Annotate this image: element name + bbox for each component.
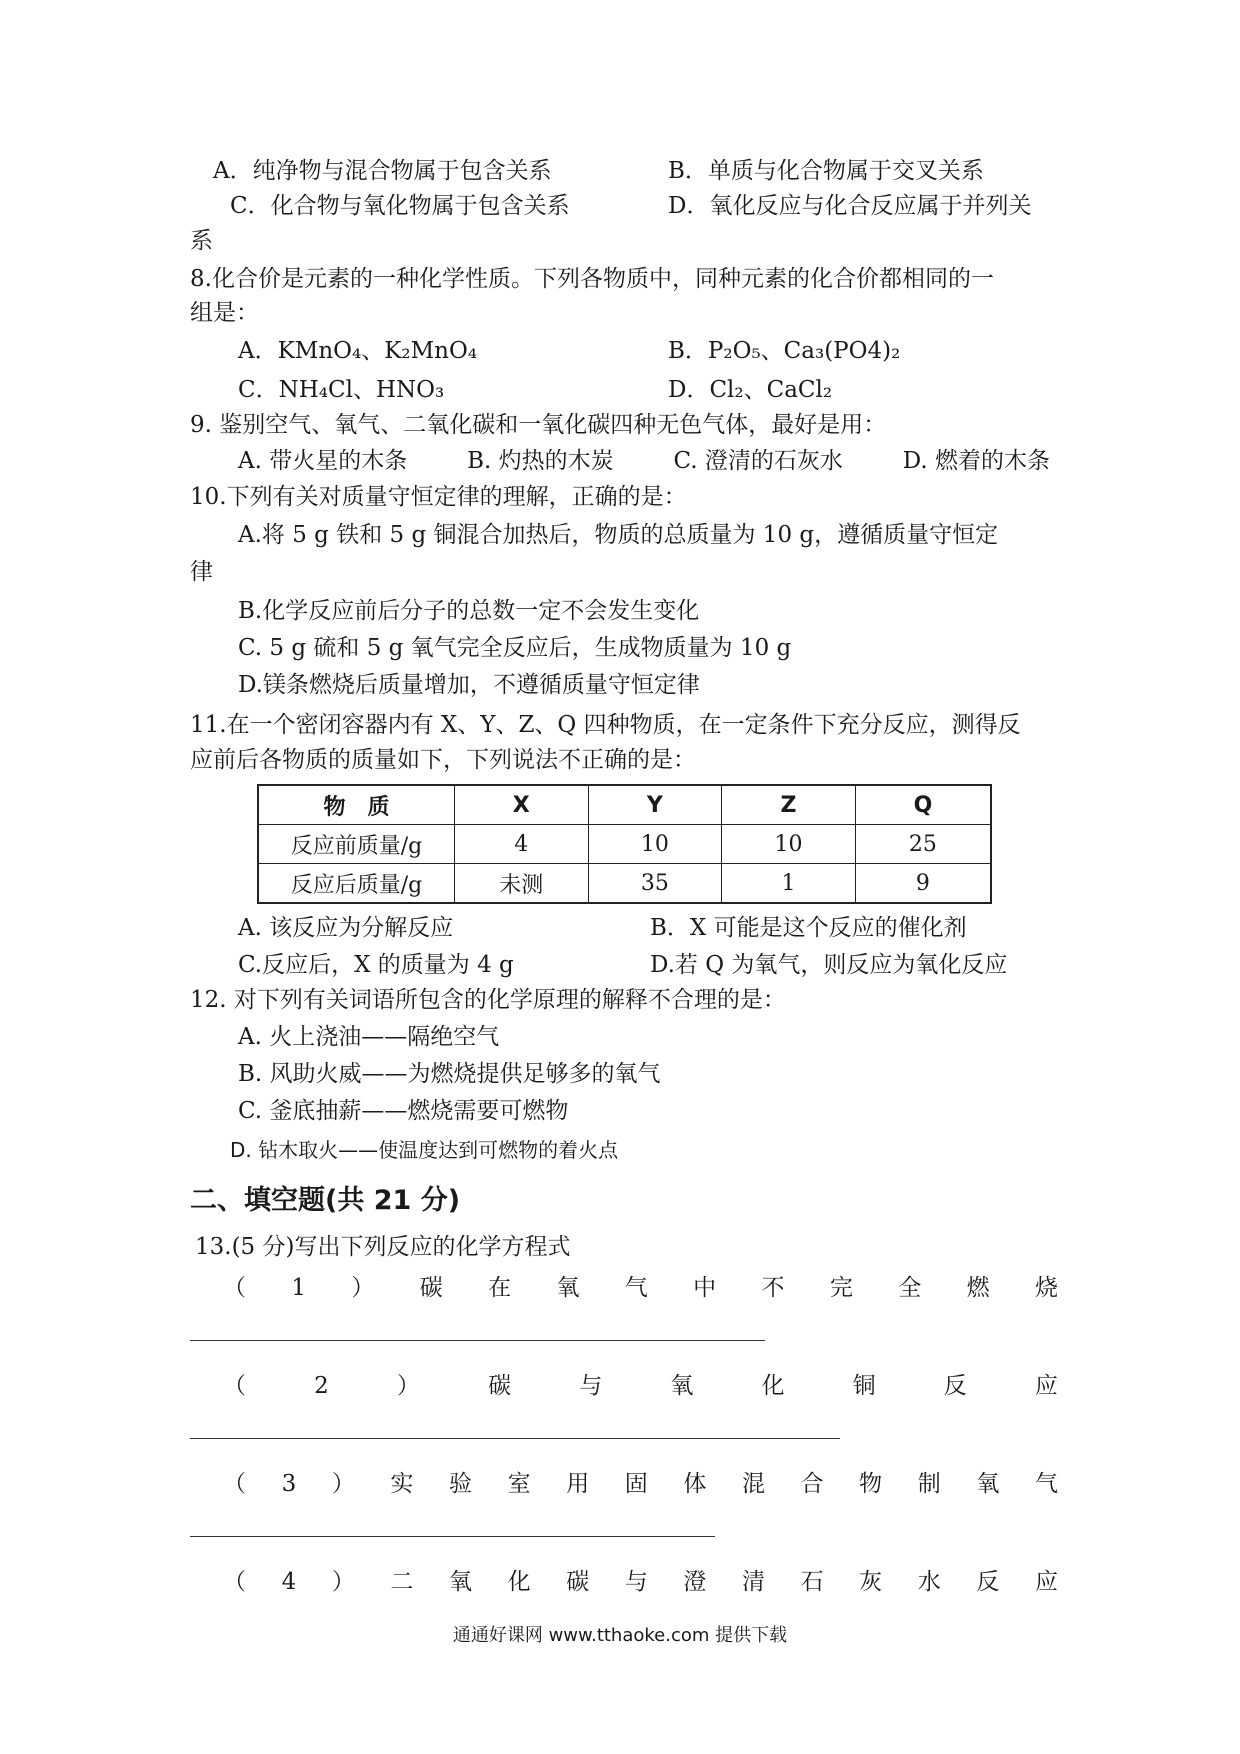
q13-stem: 13.(5 分)写出下列反应的化学方程式 bbox=[195, 1234, 571, 1260]
q13-item-1-char: 1 bbox=[291, 1275, 306, 1301]
q11-stem-line1: 11.在一个密闭容器内有 X、Y、Z、Q 四种物质，在一定条件下充分反应，测得反 bbox=[190, 712, 1021, 738]
q12-option-d: D. 钻木取火——使温度达到可燃物的着火点 bbox=[230, 1138, 619, 1162]
q13-item-3-char: 合 bbox=[800, 1471, 824, 1497]
table-cell: 9 bbox=[855, 864, 991, 904]
q13-item-3-char: 室 bbox=[507, 1471, 531, 1497]
q13-item-2 bbox=[223, 1371, 1058, 1401]
q7-option-c: C．化合物与氧化物属于包含关系 bbox=[230, 193, 570, 219]
q13-item-4-char: 石 bbox=[800, 1569, 824, 1595]
table-header-cell: X bbox=[454, 785, 588, 825]
q12-option-a: A. 火上浇油——隔绝空气 bbox=[238, 1024, 500, 1050]
q7-option-a: A．纯净物与混合物属于包含关系 bbox=[213, 158, 552, 184]
section-2-heading: 二、填空题(共 21 分) bbox=[190, 1185, 461, 1216]
q8-option-d: D．Cl₂、CaCl₂ bbox=[668, 377, 833, 403]
q13-item-4-char: 4 bbox=[281, 1569, 297, 1595]
q9-stem: 9. 鉴别空气、氧气、二氧化碳和一氧化碳四种无色气体，最好是用： bbox=[190, 412, 887, 438]
table-cell: 35 bbox=[588, 864, 722, 904]
q13-item-3-char: 氧 bbox=[976, 1471, 1000, 1497]
table-cell: 1 bbox=[722, 864, 856, 904]
q7-option-d-wrap: 系 bbox=[190, 228, 213, 254]
q13-item-4-char: 应 bbox=[1034, 1569, 1058, 1595]
q13-item-3-char: ） bbox=[331, 1471, 355, 1497]
q13-item-1-char: 气 bbox=[624, 1275, 648, 1301]
q13-item-1-char: 碳 bbox=[419, 1275, 443, 1301]
q13-item-3-char: 体 bbox=[683, 1471, 707, 1497]
q13-item-3-char: 实 bbox=[390, 1471, 414, 1497]
q13-item-2-char: 化 bbox=[761, 1373, 785, 1399]
q7-option-b: B．单质与化合物属于交叉关系 bbox=[668, 158, 984, 184]
q9-option-a: A. 带火星的木条 bbox=[238, 448, 408, 474]
q13-item-2-char: 反 bbox=[943, 1373, 967, 1399]
q13-item-4-char: 水 bbox=[917, 1569, 941, 1595]
q13-item-4-char: 澄 bbox=[683, 1569, 707, 1595]
q11-option-d: D.若 Q 为氧气，则反应为氧化反应 bbox=[650, 952, 1008, 978]
q13-item-1 bbox=[223, 1273, 1058, 1303]
q13-item-4-char: 反 bbox=[976, 1569, 1000, 1595]
q13-answer-blank-1[interactable] bbox=[190, 1340, 765, 1341]
q13-item-1-char: 氧 bbox=[556, 1275, 580, 1301]
q10-option-d: D.镁条燃烧后质量增加，不遵循质量守恒定律 bbox=[238, 672, 700, 698]
table-cell: 25 bbox=[855, 825, 991, 864]
table-cell: 10 bbox=[588, 825, 722, 864]
q13-item-3-char: 物 bbox=[859, 1471, 883, 1497]
q13-item-1-char: ） bbox=[351, 1275, 375, 1301]
q13-answer-blank-3[interactable] bbox=[190, 1536, 715, 1537]
q9-option-d: D. 燃着的木条 bbox=[902, 448, 1050, 474]
q13-item-4-char: 清 bbox=[741, 1569, 765, 1595]
q8-option-a: A．KMnO₄、K₂MnO₄ bbox=[238, 338, 478, 364]
q11-option-b: B．X 可能是这个反应的催化剂 bbox=[650, 915, 967, 941]
q13-item-1-char: 燃 bbox=[966, 1275, 990, 1301]
q13-item-1-char: 中 bbox=[693, 1275, 717, 1301]
q11-data-table bbox=[257, 784, 992, 904]
q10-option-a-line2: 律 bbox=[190, 559, 213, 585]
q13-item-4-char: 灰 bbox=[859, 1569, 883, 1595]
q13-answer-blank-2[interactable] bbox=[190, 1438, 840, 1439]
q13-item-1-char: 烧 bbox=[1034, 1275, 1058, 1301]
q13-item-4-char: 与 bbox=[624, 1569, 648, 1595]
q13-item-1-char: 在 bbox=[488, 1275, 512, 1301]
q10-option-a-line1: A.将 5 g 铁和 5 g 铜混合加热后，物质的总质量为 10 g，遵循质量守恒定 bbox=[238, 522, 999, 548]
q13-item-2-char: 碳 bbox=[488, 1373, 512, 1399]
q13-item-3 bbox=[223, 1469, 1058, 1499]
table-cell: 4 bbox=[454, 825, 588, 864]
q13-item-4-char: 碳 bbox=[566, 1569, 590, 1595]
q7-option-d: D．氧化反应与化合反应属于并列关 bbox=[668, 193, 1032, 219]
table-cell: 未测 bbox=[454, 864, 588, 904]
q11-option-a: A. 该反应为分解反应 bbox=[238, 915, 454, 941]
q13-item-2-char: 铜 bbox=[852, 1373, 876, 1399]
q8-option-b: B．P₂O₅、Ca₃(PO4)₂ bbox=[668, 338, 901, 364]
q13-item-4-char: ） bbox=[331, 1569, 355, 1595]
q10-option-c: C. 5 g 硫和 5 g 氧气完全反应后，生成物质量为 10 g bbox=[238, 635, 792, 661]
table-cell: 10 bbox=[722, 825, 856, 864]
q13-item-4-char: 化 bbox=[507, 1569, 531, 1595]
page-footer: 通通好课网 www.tthaoke.com 提供下载 bbox=[452, 1625, 788, 1646]
q13-item-2-char: 2 bbox=[314, 1373, 329, 1399]
q13-item-3-char: 混 bbox=[741, 1471, 765, 1497]
q11-stem-line2: 应前后各物质的质量如下，下列说法不正确的是： bbox=[190, 747, 696, 773]
q13-item-3-char: 固 bbox=[624, 1471, 648, 1497]
q13-item-2-char: 氧 bbox=[670, 1373, 694, 1399]
q8-option-c: C．NH₄Cl、HNO₃ bbox=[238, 377, 445, 403]
q13-item-2-char: （ bbox=[223, 1373, 246, 1399]
q13-item-3-char: 气 bbox=[1034, 1471, 1058, 1497]
q13-item-3-char: 制 bbox=[917, 1471, 941, 1497]
table-header-cell: Y bbox=[588, 785, 722, 825]
table-header-cell: Z bbox=[722, 785, 856, 825]
q13-item-1-char: （ bbox=[223, 1275, 246, 1301]
q8-stem-line1: 8.化合价是元素的一种化学性质。下列各物质中，同种元素的化合价都相同的一 bbox=[190, 266, 994, 292]
q13-item-1-char: 不 bbox=[761, 1275, 785, 1301]
table-cell: 反应前质量/g bbox=[258, 825, 454, 864]
q10-stem: 10.下列有关对质量守恒定律的理解，正确的是： bbox=[190, 484, 687, 510]
q13-item-3-char: （ bbox=[223, 1471, 246, 1497]
q13-item-2-char: 与 bbox=[579, 1373, 603, 1399]
table-header-cell: Q bbox=[855, 785, 991, 825]
q13-item-4-char: 氧 bbox=[449, 1569, 473, 1595]
q9-options-row bbox=[238, 446, 1050, 476]
q13-item-4 bbox=[223, 1567, 1058, 1597]
q13-item-1-char: 完 bbox=[829, 1275, 853, 1301]
table-header-cell: 物 质 bbox=[258, 785, 454, 825]
q13-item-3-char: 3 bbox=[281, 1471, 297, 1497]
q8-stem-line2: 组是： bbox=[190, 300, 259, 326]
q13-item-3-char: 验 bbox=[449, 1471, 473, 1497]
q9-option-b: B. 灼热的木炭 bbox=[467, 448, 614, 474]
q13-item-1-char: 全 bbox=[898, 1275, 922, 1301]
table-cell: 反应后质量/g bbox=[258, 864, 454, 904]
q10-option-b: B.化学反应前后分子的总数一定不会发生变化 bbox=[238, 598, 700, 624]
q12-stem: 12. 对下列有关词语所包含的化学原理的解释不合理的是： bbox=[190, 987, 786, 1013]
q13-item-3-char: 用 bbox=[566, 1471, 590, 1497]
q13-item-2-char: 应 bbox=[1034, 1373, 1058, 1399]
q13-item-4-char: 二 bbox=[390, 1569, 414, 1595]
q12-option-b: B. 风助火威——为燃烧提供足够多的氧气 bbox=[238, 1061, 661, 1087]
q13-item-2-char: ） bbox=[396, 1373, 420, 1399]
q11-option-c: C.反应后，X 的质量为 4 g bbox=[238, 952, 514, 978]
table-row bbox=[258, 825, 991, 864]
q12-option-c: C. 釜底抽薪——燃烧需要可燃物 bbox=[238, 1098, 569, 1124]
q13-item-4-char: （ bbox=[223, 1569, 246, 1595]
table-header-row bbox=[258, 785, 991, 825]
q9-option-c: C. 澄清的石灰水 bbox=[673, 448, 843, 474]
table-row bbox=[258, 864, 991, 904]
